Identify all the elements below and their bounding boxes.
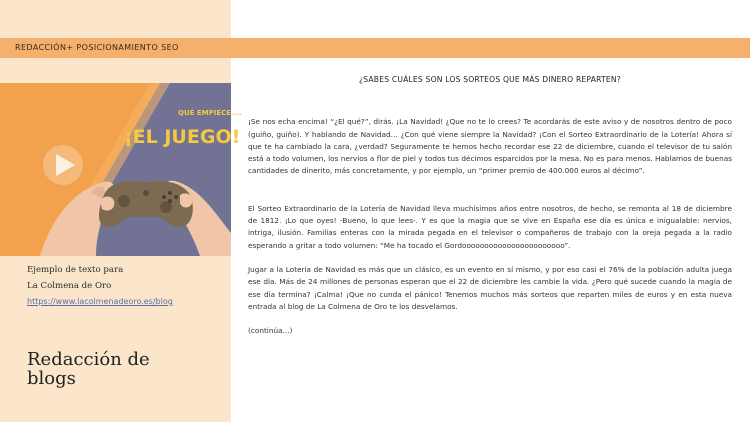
caption-line-1: Ejemplo de texto para xyxy=(27,265,124,275)
hero-image xyxy=(0,83,242,256)
article-title: ¿SABES CUÁLES SON LOS SORTEOS QUE MÁS DINERO REPARTEN? xyxy=(359,75,621,84)
image-caption xyxy=(27,262,173,310)
band-label: REDACCIÓN+ POSICIONAMIENTO SEO xyxy=(15,43,179,52)
hero-headline: ¡EL JUEGO! xyxy=(124,126,241,148)
article-paragraph: ¡Se nos echa encima! “¿El qué?”, dirás. ¡La Navidad! ¿Que no te lo crees? Te acordarás de este aviso y de nosotros dentro de poco (guiño, guiño). Y hablando de Navidad… ¿Con qué viene siempre la Navidad? ¡Con el Sorteo Extraordinario de la Lotería! Ahora sí que te ha cambiado la cara, ¿verdad? Seguramente te hemos hecho recordar ese 22 de diciembre, cuando el televisor de tu salón está a todo volumen, los nervios a flor de piel y todos tus décimos esparcidos por la mesa. No es para menos. Hablamos de buenas cantidades de dinerito, más concretamente, y por ejemplo, un “primer premio de 400.000 euros al décimo”. xyxy=(248,117,732,176)
side-title: Redacción de blogs xyxy=(27,349,150,389)
article-paragraph: El Sorteo Extraordinario de la Lotería de Navidad lleva muchísimos años entre nosotros, de hecho, se remonta al 18 de diciembre de 1812. ¡Lo que oyes! -Bueno, lo que lees-. Y es que la magia que se vive en España ese día es única e inigualable: nervios, intriga, ilusión. Familias enteras con la mirada pegada en el televisor o compañeros de trabajo con la oreja pegada a la radio esperando a gritar a todo volumen: “Me ha tocado el Gordooooooooooooooooooooooo”. xyxy=(248,203,732,250)
continue-note: (continúa...) xyxy=(248,326,293,336)
article xyxy=(248,70,732,337)
blog-link[interactable]: https://www.lacolmenadeoro.es/blog xyxy=(27,297,173,306)
hero-kicker: QUÉ EMPIECE.... xyxy=(178,109,242,117)
caption-line-2: La Colmena de Oro xyxy=(27,281,112,291)
article-paragraph: Jugar a la Lotería de Navidad es más que un clásico, es un evento en sí mismo, y por eso casi el 76% de la población adulta juega ese día. Más de 24 millones de personas esperan que el 22 de diciembre les cambie la vida. ¿Pero qué sucede cuando la magia de ese día termina? ¡Calma! ¡Que no cunda el pánico! Tenemos muchos más sorteos que reparten miles de euros y en esta nueva entrada al blog de La Colmena de Oro te los desvelamos. xyxy=(248,264,732,311)
play-button-icon[interactable] xyxy=(43,145,83,185)
